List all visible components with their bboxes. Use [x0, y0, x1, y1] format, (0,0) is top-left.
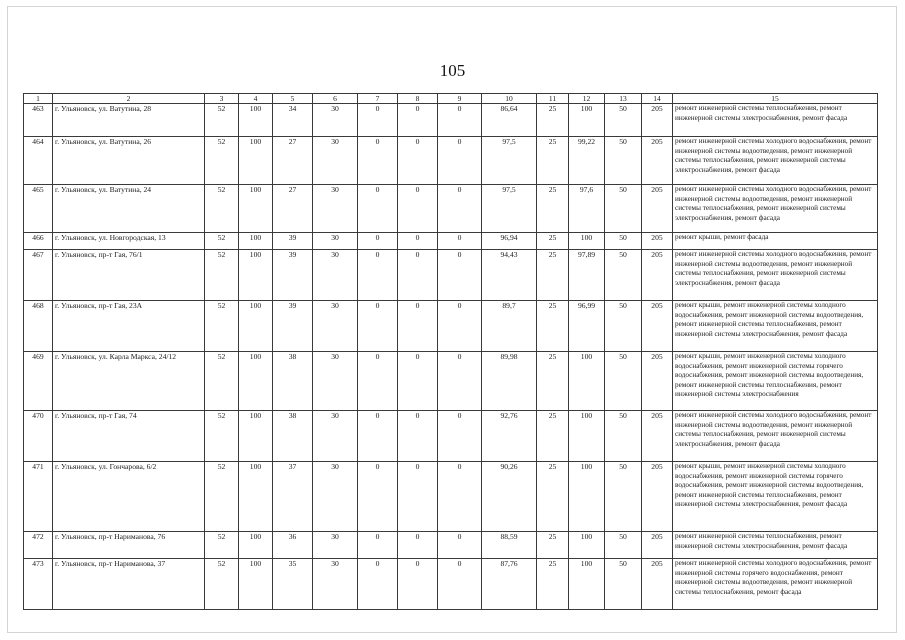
row-number: 464 [24, 137, 53, 185]
value-cell: 50 [605, 137, 642, 185]
table-row [24, 559, 878, 610]
value-cell: 205 [642, 462, 673, 532]
value-cell: 38 [273, 352, 313, 411]
value-cell: 30 [313, 462, 358, 532]
value-cell: 30 [313, 104, 358, 137]
value-cell: 0 [358, 137, 398, 185]
value-cell: 39 [273, 301, 313, 352]
value-cell: 96,99 [569, 301, 605, 352]
value-cell: 0 [358, 233, 398, 250]
row-number: 463 [24, 104, 53, 137]
value-cell: 39 [273, 250, 313, 301]
value-cell: 52 [205, 352, 239, 411]
value-cell: 0 [358, 559, 398, 610]
value-cell: 205 [642, 532, 673, 559]
header-cell: 12 [569, 94, 605, 104]
value-cell: 86,64 [482, 104, 537, 137]
value-cell: 0 [438, 532, 482, 559]
value-cell: 88,59 [482, 532, 537, 559]
header-row [24, 94, 878, 104]
value-cell: 38 [273, 411, 313, 462]
table-row [24, 185, 878, 233]
table-row [24, 532, 878, 559]
value-cell: 0 [358, 185, 398, 233]
value-cell: 25 [537, 559, 569, 610]
row-number: 467 [24, 250, 53, 301]
table-row [24, 301, 878, 352]
row-number: 470 [24, 411, 53, 462]
address-cell: г. Ульяновск, ул. Ватутина, 24 [53, 185, 205, 233]
value-cell: 50 [605, 185, 642, 233]
address-cell: г. Ульяновск, ул. Карла Маркса, 24/12 [53, 352, 205, 411]
value-cell: 25 [537, 104, 569, 137]
value-cell: 50 [605, 104, 642, 137]
value-cell: 97,5 [482, 185, 537, 233]
value-cell: 97,5 [482, 137, 537, 185]
value-cell: 100 [239, 532, 273, 559]
value-cell: 0 [438, 411, 482, 462]
value-cell: 205 [642, 352, 673, 411]
value-cell: 100 [239, 352, 273, 411]
works-description: ремонт инженерной системы холодного водоснабжения, ремонт инженерной системы водоотведения, ремонт инженерной системы теплоснабжения, ремонт инженерной системы электроснабжения, ремонт фасада [673, 137, 878, 185]
value-cell: 0 [438, 559, 482, 610]
table-body [24, 104, 878, 610]
value-cell: 25 [537, 185, 569, 233]
value-cell: 0 [398, 250, 438, 301]
table-row [24, 411, 878, 462]
value-cell: 52 [205, 301, 239, 352]
value-cell: 50 [605, 352, 642, 411]
value-cell: 0 [398, 137, 438, 185]
value-cell: 99,22 [569, 137, 605, 185]
address-cell: г. Ульяновск, пр-т Нариманова, 76 [53, 532, 205, 559]
value-cell: 25 [537, 352, 569, 411]
value-cell: 205 [642, 411, 673, 462]
value-cell: 0 [438, 352, 482, 411]
address-cell: г. Ульяновск, ул. Ватутина, 28 [53, 104, 205, 137]
header-cell: 6 [313, 94, 358, 104]
value-cell: 52 [205, 185, 239, 233]
value-cell: 0 [358, 104, 398, 137]
value-cell: 0 [398, 559, 438, 610]
table-row [24, 233, 878, 250]
value-cell: 100 [239, 411, 273, 462]
value-cell: 100 [569, 233, 605, 250]
table-row [24, 104, 878, 137]
address-cell: г. Ульяновск, пр-т Гая, 23А [53, 301, 205, 352]
value-cell: 52 [205, 462, 239, 532]
value-cell: 0 [438, 104, 482, 137]
value-cell: 30 [313, 301, 358, 352]
value-cell: 100 [239, 250, 273, 301]
value-cell: 90,26 [482, 462, 537, 532]
value-cell: 97,6 [569, 185, 605, 233]
value-cell: 100 [239, 185, 273, 233]
value-cell: 30 [313, 250, 358, 301]
value-cell: 50 [605, 559, 642, 610]
value-cell: 205 [642, 559, 673, 610]
value-cell: 50 [605, 532, 642, 559]
value-cell: 100 [569, 462, 605, 532]
works-description: ремонт инженерной системы холодного водоснабжения, ремонт инженерной системы водоотведения, ремонт инженерной системы теплоснабжения, ремонт инженерной системы электроснабжения, ремонт фасада [673, 250, 878, 301]
header-cell: 10 [482, 94, 537, 104]
value-cell: 96,94 [482, 233, 537, 250]
value-cell: 205 [642, 104, 673, 137]
works-description: ремонт инженерной системы теплоснабжения, ремонт инженерной системы электроснабжения, ремонт фасада [673, 532, 878, 559]
value-cell: 89,98 [482, 352, 537, 411]
value-cell: 50 [605, 301, 642, 352]
value-cell: 0 [398, 233, 438, 250]
value-cell: 30 [313, 411, 358, 462]
value-cell: 52 [205, 104, 239, 137]
value-cell: 50 [605, 250, 642, 301]
address-cell: г. Ульяновск, ул. Гончарова, 6/2 [53, 462, 205, 532]
value-cell: 97,89 [569, 250, 605, 301]
header-cell: 14 [642, 94, 673, 104]
value-cell: 52 [205, 233, 239, 250]
value-cell: 100 [239, 559, 273, 610]
value-cell: 0 [398, 185, 438, 233]
works-description: ремонт инженерной системы теплоснабжения, ремонт инженерной системы электроснабжения, ремонт фасада [673, 104, 878, 137]
value-cell: 0 [358, 250, 398, 301]
registry-table [23, 93, 878, 610]
value-cell: 100 [569, 559, 605, 610]
value-cell: 52 [205, 411, 239, 462]
value-cell: 205 [642, 185, 673, 233]
value-cell: 92,76 [482, 411, 537, 462]
table-row [24, 250, 878, 301]
value-cell: 100 [569, 532, 605, 559]
value-cell: 27 [273, 185, 313, 233]
table-row [24, 462, 878, 532]
value-cell: 0 [398, 532, 438, 559]
header-cell: 1 [24, 94, 53, 104]
works-description: ремонт крыши, ремонт фасада [673, 233, 878, 250]
table-row [24, 352, 878, 411]
value-cell: 30 [313, 233, 358, 250]
value-cell: 50 [605, 233, 642, 250]
value-cell: 30 [313, 352, 358, 411]
value-cell: 0 [398, 352, 438, 411]
value-cell: 25 [537, 411, 569, 462]
value-cell: 36 [273, 532, 313, 559]
value-cell: 0 [398, 411, 438, 462]
works-description: ремонт инженерной системы холодного водоснабжения, ремонт инженерной системы водоотведения, ремонт инженерной системы теплоснабжения, ремонт инженерной системы электроснабжения, ремонт фасада [673, 411, 878, 462]
value-cell: 0 [438, 301, 482, 352]
value-cell: 89,7 [482, 301, 537, 352]
value-cell: 25 [537, 462, 569, 532]
row-number: 465 [24, 185, 53, 233]
value-cell: 0 [438, 233, 482, 250]
row-number: 468 [24, 301, 53, 352]
value-cell: 100 [239, 104, 273, 137]
works-description: ремонт инженерной системы холодного водоснабжения, ремонт инженерной системы горячего водоснабжения, ремонт инженерной системы водоотведения, ремонт инженерной системы теплоснабжения, ремонт фасада [673, 559, 878, 610]
row-number: 466 [24, 233, 53, 250]
address-cell: г. Ульяновск, ул. Новгородская, 13 [53, 233, 205, 250]
value-cell: 27 [273, 137, 313, 185]
value-cell: 100 [569, 352, 605, 411]
value-cell: 25 [537, 301, 569, 352]
header-cell: 7 [358, 94, 398, 104]
address-cell: г. Ульяновск, пр-т Гая, 76/1 [53, 250, 205, 301]
table-row [24, 137, 878, 185]
value-cell: 0 [398, 462, 438, 532]
works-description: ремонт инженерной системы холодного водоснабжения, ремонт инженерной системы водоотведения, ремонт инженерной системы теплоснабжения, ремонт инженерной системы электроснабжения, ремонт фасада [673, 185, 878, 233]
value-cell: 52 [205, 250, 239, 301]
value-cell: 94,43 [482, 250, 537, 301]
value-cell: 52 [205, 532, 239, 559]
value-cell: 30 [313, 532, 358, 559]
value-cell: 100 [569, 104, 605, 137]
value-cell: 100 [239, 233, 273, 250]
row-number: 469 [24, 352, 53, 411]
value-cell: 100 [569, 411, 605, 462]
value-cell: 52 [205, 559, 239, 610]
works-description: ремонт крыши, ремонт инженерной системы холодного водоснабжения, ремонт инженерной системы горячего водоснабжения, ремонт инженерной системы водоотведения, ремонт инженерной системы теплоснабжения, ремонт инженерной системы электроснабжения [673, 352, 878, 411]
header-cell: 3 [205, 94, 239, 104]
row-number: 472 [24, 532, 53, 559]
header-cell: 8 [398, 94, 438, 104]
value-cell: 0 [438, 185, 482, 233]
address-cell: г. Ульяновск, пр-т Гая, 74 [53, 411, 205, 462]
header-cell: 2 [53, 94, 205, 104]
row-number: 471 [24, 462, 53, 532]
value-cell: 25 [537, 233, 569, 250]
value-cell: 0 [358, 352, 398, 411]
value-cell: 50 [605, 411, 642, 462]
value-cell: 0 [438, 250, 482, 301]
value-cell: 50 [605, 462, 642, 532]
header-cell: 9 [438, 94, 482, 104]
header-cell: 15 [673, 94, 878, 104]
value-cell: 100 [239, 462, 273, 532]
value-cell: 25 [537, 137, 569, 185]
value-cell: 205 [642, 137, 673, 185]
value-cell: 205 [642, 233, 673, 250]
value-cell: 100 [239, 137, 273, 185]
value-cell: 0 [358, 532, 398, 559]
value-cell: 30 [313, 137, 358, 185]
value-cell: 37 [273, 462, 313, 532]
value-cell: 0 [398, 104, 438, 137]
works-description: ремонт крыши, ремонт инженерной системы холодного водоснабжения, ремонт инженерной системы водоотведения, ремонт инженерной системы теплоснабжения, ремонт инженерной системы электроснабжения, ремонт фасада [673, 301, 878, 352]
value-cell: 87,76 [482, 559, 537, 610]
value-cell: 0 [398, 301, 438, 352]
value-cell: 39 [273, 233, 313, 250]
works-description: ремонт крыши, ремонт инженерной системы холодного водоснабжения, ремонт инженерной системы горячего водоснабжения, ремонт инженерной системы водоотведения, ремонт инженерной системы теплоснабжения, ремонт инженерной системы электроснабжения, ремонт фасада [673, 462, 878, 532]
page-number: 105 [439, 61, 466, 80]
value-cell: 25 [537, 532, 569, 559]
header-cell: 5 [273, 94, 313, 104]
value-cell: 205 [642, 250, 673, 301]
value-cell: 0 [358, 462, 398, 532]
value-cell: 205 [642, 301, 673, 352]
value-cell: 35 [273, 559, 313, 610]
header-cell: 13 [605, 94, 642, 104]
value-cell: 30 [313, 559, 358, 610]
address-cell: г. Ульяновск, пр-т Нариманова, 37 [53, 559, 205, 610]
value-cell: 0 [358, 411, 398, 462]
row-number: 473 [24, 559, 53, 610]
value-cell: 52 [205, 137, 239, 185]
value-cell: 34 [273, 104, 313, 137]
value-cell: 0 [438, 462, 482, 532]
value-cell: 100 [239, 301, 273, 352]
value-cell: 25 [537, 250, 569, 301]
value-cell: 0 [438, 137, 482, 185]
address-cell: г. Ульяновск, ул. Ватутина, 26 [53, 137, 205, 185]
value-cell: 0 [358, 301, 398, 352]
header-cell: 11 [537, 94, 569, 104]
value-cell: 30 [313, 185, 358, 233]
header-cell: 4 [239, 94, 273, 104]
